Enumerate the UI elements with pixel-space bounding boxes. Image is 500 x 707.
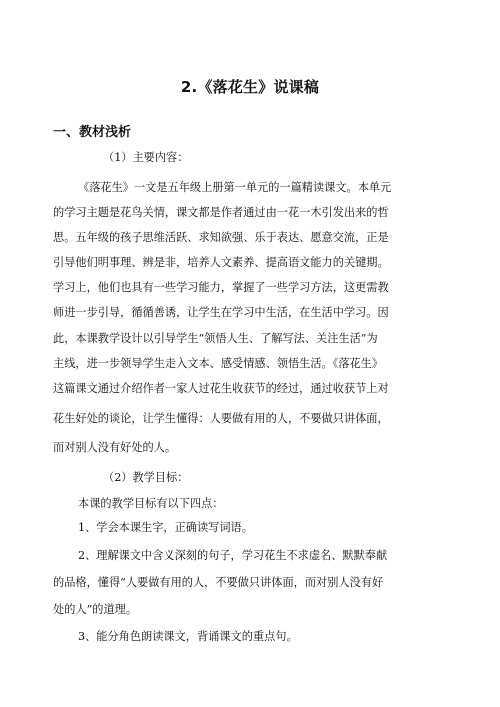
paragraph-line: 《落花生》一文是五年级上册第一单元的一篇精读课文。本单元 (78, 181, 392, 194)
goal-item-line: 处的人”的道理。 (53, 603, 138, 616)
paragraph-line: 主线，进一步领导学生走入文本、感受情感、领悟生活。《落花生》 (53, 357, 384, 370)
goal-item: 1、学会本课生字，正确读写词语。 (78, 521, 253, 534)
goal-item: 2、理解课文中含义深刻的句子，学习花生不求虚名、默默奉献 (78, 549, 388, 562)
paragraph-line: 而对别人没有好处的人。 (53, 441, 177, 454)
paragraph-line: 学习上，他们也具有一些学习能力，掌握了一些学习方法，这更需教 (53, 281, 389, 294)
goals-intro: 本课的教学目标有以下四点： (78, 497, 224, 510)
paragraph-line: 思。五年级的孩子思维活跃、求知欲强、乐于表达、愿意交流，正是 (53, 231, 389, 244)
paragraph-line: 此，本课教学设计以引导学生“领悟人生、了解写法、关注生活”为 (53, 332, 378, 345)
paragraph-line: 花生好处的谈论，让学生懂得：人要做有用的人，不要做只讲体面， (53, 412, 389, 425)
paragraph-line: 这篇课文通过介绍作者一家人过花生收获节的经过，通过收获节上对 (53, 382, 389, 395)
subheading-teaching-goals: （2）教学目标： (103, 471, 189, 484)
goal-item-line: 的品格，懂得“人要做有用的人，不要做只讲体面，而对别人没有好 (53, 576, 384, 589)
document-title: 2.《落花生》说课稿 (180, 78, 320, 96)
paragraph-line: 师进一步引导，循循善诱，让学生在学习中生活，在生活中学习。因 (53, 306, 389, 319)
section-heading: 一、教材浅析 (53, 125, 132, 140)
paragraph-line: 的学习主题是花鸟关情，课文都是作者通过由一花一木引发出来的哲 (53, 206, 389, 219)
goal-item: 3、能分角色朗读课文，背诵课文的重点句。 (78, 630, 298, 643)
paragraph-line: 引导他们明事理、辨是非，培养人文素养、提高语文能力的关键期。 (53, 256, 389, 269)
subheading-main-content: （1）主要内容： (103, 151, 189, 164)
